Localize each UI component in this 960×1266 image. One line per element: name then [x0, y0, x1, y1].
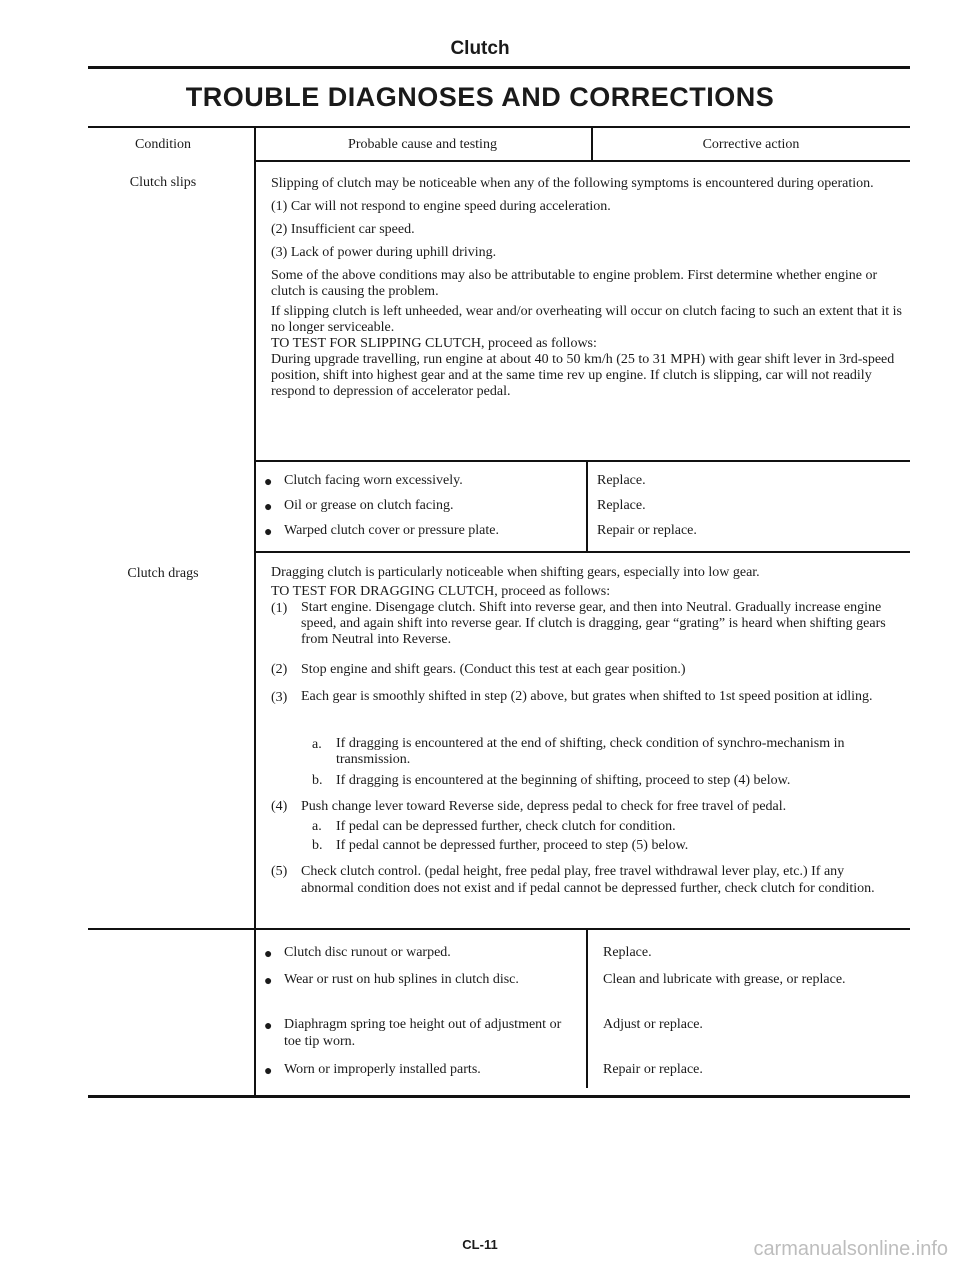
table-top-rule [88, 126, 910, 128]
drags-step-4b: If pedal cannot be depressed further, proceed to step (5) below. [336, 838, 689, 853]
drags-step-3: Each gear is smoothly shifted in step (2) above, but grates when shifted to 1st speed position at idling. [301, 689, 873, 704]
slips-cause-3: Warped clutch cover or pressure plate. [284, 523, 499, 538]
slips-symptom-1: (1) Car will not respond to engine speed during acceleration. [271, 199, 611, 214]
drags-step-4a: If pedal can be depressed further, check clutch for condition. [336, 819, 676, 834]
col-divider-header [591, 128, 593, 161]
drags-action-2: Clean and lubricate with grease, or replace. [603, 972, 846, 987]
drags-step-3a-label: a. [312, 737, 322, 752]
col-condition-header: Condition [134, 137, 191, 152]
slips-note-2: If slipping clutch is left unheeded, wear and/or overheating will occur on clutch facing to such an extent that it is no longer serviceable. [271, 304, 902, 335]
page-title: TROUBLE DIAGNOSES AND CORRECTIONS [185, 82, 775, 112]
drags-step-4a-label: a. [312, 819, 322, 834]
slips-symptom-2: (2) Insufficient car speed. [271, 222, 415, 237]
drags-step-3-number: (3) [271, 690, 288, 705]
bullet-icon: ● [264, 500, 273, 515]
drags-causes-top-rule [88, 928, 910, 930]
col-action-header: Corrective action [702, 137, 800, 152]
slips-cause-2: Oil or grease on clutch facing. [284, 498, 454, 513]
slips-intro: Slipping of clutch may be noticeable when any of the following symptoms is encountered during operation. [271, 176, 874, 191]
slips-description [271, 176, 906, 400]
watermark: carmanualsonline.info [753, 1238, 948, 1260]
drags-test-heading: TO TEST FOR DRAGGING CLUTCH, proceed as follows: [271, 584, 611, 599]
bullet-icon: ● [264, 947, 273, 962]
drags-step-4-number: (4) [271, 799, 288, 814]
drags-step-3b-label: b. [312, 773, 323, 788]
condition-clutch-drags: Clutch drags [127, 566, 199, 581]
drags-step-3b: If dragging is encountered at the beginning of shifting, proceed to step (4) below. [336, 773, 791, 788]
bullet-icon: ● [264, 1064, 273, 1079]
bullet-icon: ● [264, 475, 273, 490]
slips-cause-1: Clutch facing worn excessively. [284, 473, 463, 488]
drags-causes-divider [586, 928, 588, 1088]
page-number: CL-11 [462, 1237, 498, 1252]
drags-cause-4: Worn or improperly installed parts. [284, 1062, 481, 1077]
drags-action-4: Repair or replace. [603, 1062, 703, 1077]
drags-step-5-number: (5) [271, 864, 288, 879]
slips-symptom-3: (3) Lack of power during uphill driving. [271, 245, 497, 260]
table-bottom-rule [88, 1095, 910, 1098]
drags-step-4b-label: b. [312, 838, 323, 853]
drags-step-1: Start engine. Disengage clutch. Shift into reverse gear, and then into Neutral. Gradually increase engine speed, and again shift into reverse gear. If clutch is dragging, gear “grating” is heard when shifting gears from Neutral into Reverse. [301, 600, 886, 647]
slips-note-1: Some of the above conditions may also be attributable to engine problem. First determine whether engine or clutch is causing the problem. [271, 268, 878, 299]
slips-test-procedure: During upgrade travelling, run engine at about 40 to 50 km/h (25 to 31 MPH) with gear shift lever in 3rd-speed position, shift into highest gear and at the same time rev up engine. If clutch is slipping, car will not readily respond to depression of accelerator pedal. [271, 352, 895, 399]
slips-action-2: Replace. [597, 498, 646, 513]
drags-cause-3: Diaphragm spring toe height out of adjustment or toe tip worn. [284, 1017, 562, 1049]
drags-step-2: Stop engine and shift gears. (Conduct this test at each gear position.) [301, 662, 686, 677]
slips-action-3: Repair or replace. [597, 523, 697, 538]
header-rule [88, 66, 910, 69]
slips-causes-divider [586, 460, 588, 552]
drags-step-5: Check clutch control. (pedal height, free pedal play, free travel withdrawal lever play, etc.) If any abnormal condition does not exist and if pedal cannot be depressed further, check clutch for condition. [301, 864, 875, 896]
bullet-icon: ● [264, 974, 273, 989]
slips-bottom-rule [255, 551, 910, 553]
header-bottom-rule [255, 160, 910, 162]
bullet-icon: ● [264, 525, 273, 540]
drags-intro: Dragging clutch is particularly noticeable when shifting gears, especially into low gear. [271, 565, 760, 580]
slips-action-1: Replace. [597, 473, 646, 488]
slips-causes-top-rule [255, 460, 910, 462]
drags-action-3: Adjust or replace. [603, 1017, 703, 1032]
drags-step-1-number: (1) [271, 601, 288, 616]
page-header: Clutch [450, 38, 510, 59]
drags-action-1: Replace. [603, 945, 652, 960]
drags-cause-1: Clutch disc runout or warped. [284, 945, 451, 960]
col-divider-main [254, 128, 256, 1096]
drags-step-3a: If dragging is encountered at the end of shifting, check condition of synchro-mechanism in transmission. [336, 736, 845, 767]
drags-cause-2: Wear or rust on hub splines in clutch disc. [284, 972, 519, 987]
drags-step-4: Push change lever toward Reverse side, depress pedal to check for free travel of pedal. [301, 799, 787, 814]
col-cause-header: Probable cause and testing [348, 137, 497, 152]
bullet-icon: ● [264, 1019, 273, 1034]
slips-test-heading: TO TEST FOR SLIPPING CLUTCH, proceed as follows: [271, 336, 597, 351]
drags-step-2-number: (2) [271, 662, 288, 677]
condition-clutch-slips: Clutch slips [129, 175, 197, 190]
